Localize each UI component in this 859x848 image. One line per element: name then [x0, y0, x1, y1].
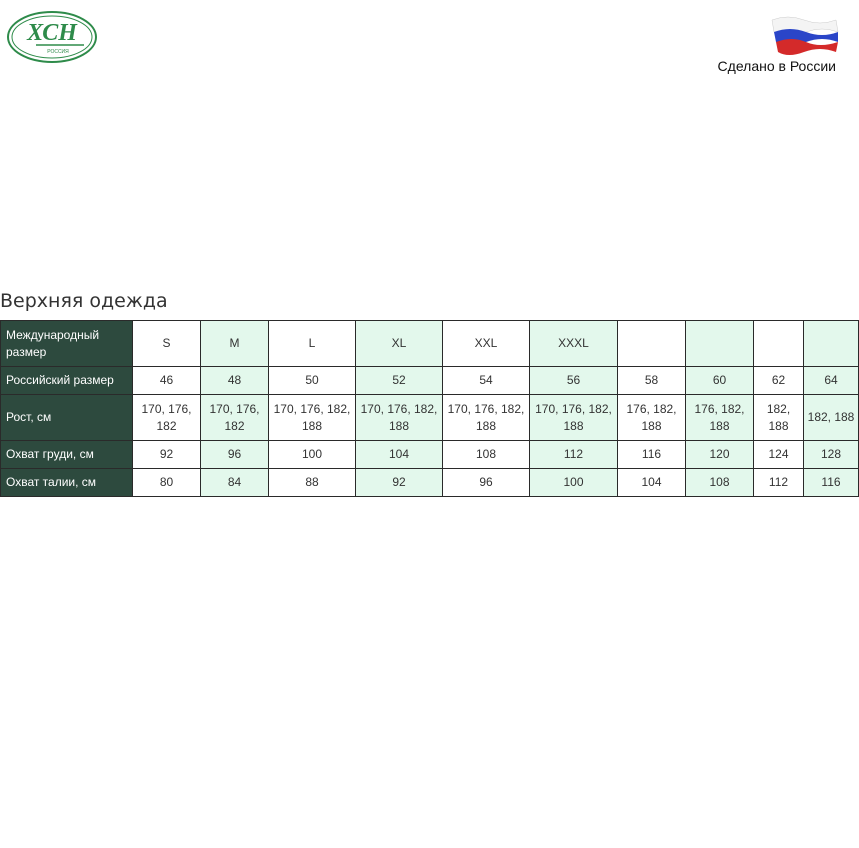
row-label-chest: Охват груди, см: [1, 441, 133, 469]
row-label-height: Рост, см: [1, 395, 133, 441]
table-row: [1, 367, 859, 395]
logo-text: ХСН: [27, 20, 77, 46]
brand-logo: [6, 9, 98, 65]
table-cell: [618, 321, 686, 367]
table-cell: [686, 321, 754, 367]
table-cell: 100: [530, 469, 618, 497]
table-cell: 104: [618, 469, 686, 497]
table-cell: XXXL: [530, 321, 618, 367]
table-cell: 170, 176, 182, 188: [269, 395, 356, 441]
table-cell: 60: [686, 367, 754, 395]
table-cell: 170, 176, 182, 188: [443, 395, 530, 441]
table-cell: 62: [754, 367, 804, 395]
table-row: [1, 441, 859, 469]
table-cell: L: [269, 321, 356, 367]
table-cell: 112: [530, 441, 618, 469]
table-cell: 170, 176, 182, 188: [530, 395, 618, 441]
table-cell: 104: [356, 441, 443, 469]
table-cell: 170, 176, 182: [201, 395, 269, 441]
table-row: [1, 321, 859, 367]
table-cell: 120: [686, 441, 754, 469]
table-cell: 112: [754, 469, 804, 497]
row-label-waist: Охват талии, см: [1, 469, 133, 497]
table-cell: 48: [201, 367, 269, 395]
table-cell: 176, 182, 188: [686, 395, 754, 441]
table-cell: 46: [133, 367, 201, 395]
row-label-international-size: Международный размер: [1, 321, 133, 367]
size-chart-table: [0, 320, 859, 497]
table-cell: 176, 182, 188: [618, 395, 686, 441]
table-cell: 58: [618, 367, 686, 395]
table-cell: [804, 321, 859, 367]
table-cell: 84: [201, 469, 269, 497]
table-cell: 116: [618, 441, 686, 469]
table-cell: 170, 176, 182, 188: [356, 395, 443, 441]
table-cell: 52: [356, 367, 443, 395]
table-cell: 92: [356, 469, 443, 497]
xsn-logo-icon: [6, 9, 98, 65]
table-cell: 108: [686, 469, 754, 497]
table-cell: 170, 176, 182: [133, 395, 201, 441]
table-cell: 56: [530, 367, 618, 395]
table-cell: 64: [804, 367, 859, 395]
section-title: Верхняя одежда: [0, 290, 168, 312]
table-cell: 108: [443, 441, 530, 469]
table-cell: 50: [269, 367, 356, 395]
table-cell: S: [133, 321, 201, 367]
table-row: [1, 469, 859, 497]
table-cell: 182, 188: [754, 395, 804, 441]
table-cell: 96: [443, 469, 530, 497]
table-cell: 88: [269, 469, 356, 497]
table-cell: 92: [133, 441, 201, 469]
table-cell: 80: [133, 469, 201, 497]
table-cell: 128: [804, 441, 859, 469]
made-in-russia-label: Сделано в России: [717, 58, 836, 74]
table-cell: 100: [269, 441, 356, 469]
table-row: [1, 395, 859, 441]
table-cell: XL: [356, 321, 443, 367]
table-cell: 116: [804, 469, 859, 497]
table-cell: 96: [201, 441, 269, 469]
table-cell: XXL: [443, 321, 530, 367]
table-cell: 54: [443, 367, 530, 395]
row-label-russian-size: Российский размер: [1, 367, 133, 395]
russian-flag-icon: [768, 12, 840, 56]
table-cell: M: [201, 321, 269, 367]
table-cell: [754, 321, 804, 367]
table-cell: 124: [754, 441, 804, 469]
logo-subtext: РОССИЯ: [47, 49, 69, 55]
table-cell: 182, 188: [804, 395, 859, 441]
